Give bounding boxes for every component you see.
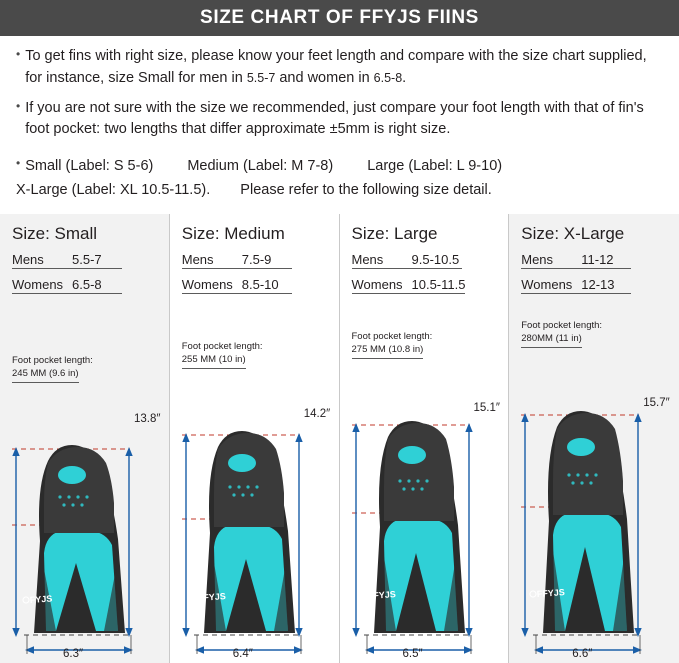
column-medium-womens	[182, 277, 292, 294]
label-row-1	[16, 155, 663, 177]
column-xlarge-pocket	[521, 320, 602, 348]
pocket-label: Foot pocket length:	[351, 331, 433, 342]
svg-text:FFYJS: FFYJS	[366, 589, 396, 601]
pocket-value: 275 MM (10.8 in)	[352, 344, 424, 359]
pocket-label: Foot pocket length:	[521, 320, 603, 331]
column-xlarge-width-dim: 6.6″	[572, 648, 593, 660]
page-header	[0, 0, 679, 36]
column-medium-title: Size: Medium	[181, 224, 285, 243]
fin-small-illustration	[0, 363, 169, 663]
column-xlarge	[509, 214, 679, 663]
label-summary	[0, 151, 679, 202]
mens-value: 11-12	[581, 252, 614, 267]
column-xlarge-head	[509, 214, 679, 301]
note-1-part-1: To get fins with right size, please know your feet length and compare with the size chart supplied, for instance, size Small for men in	[25, 48, 647, 86]
note-1-part-3: and women in	[275, 69, 374, 86]
column-medium-height-dim: 14.2″	[303, 408, 331, 420]
column-medium-head	[170, 214, 339, 301]
mens-label: Mens	[521, 252, 554, 267]
column-large-womens	[352, 277, 466, 294]
mens-value: 7.5-9	[241, 252, 272, 267]
column-large-head	[340, 214, 509, 301]
label-medium: Medium (Label: M 7-8)	[187, 158, 334, 174]
column-small-womens	[12, 277, 122, 294]
pocket-value: 255 MM (10 in)	[182, 354, 246, 369]
column-medium-width-dim: 6.4″	[232, 648, 253, 660]
column-xlarge-title: Size: X-Large	[521, 224, 625, 243]
pocket-value: 280MM (11 in)	[521, 333, 582, 348]
bullet-icon: •	[16, 98, 21, 113]
note-1-mens-range: 5.5-7	[246, 70, 276, 85]
column-xlarge-womens	[521, 277, 631, 294]
note-1-text	[25, 46, 663, 90]
womens-value: 10.5-11.5	[411, 277, 466, 292]
svg-text:FFYJS: FFYJS	[197, 591, 226, 603]
bullet-icon: •	[16, 156, 21, 170]
column-small	[0, 214, 170, 663]
label-small: Small (Label: S 5-6)	[25, 158, 154, 174]
womens-label: Womens	[12, 277, 64, 292]
size-columns	[0, 214, 679, 663]
mens-label: Mens	[12, 252, 44, 267]
bullet-icon: •	[16, 47, 21, 61]
womens-value: 8.5-10	[241, 277, 279, 292]
column-large-height-dim: 15.1″	[473, 402, 500, 414]
note-1-part-5: .	[402, 69, 407, 86]
column-large	[340, 214, 510, 663]
label-xlarge: X-Large (Label: XL 10.5-11.5).	[16, 182, 211, 199]
pocket-label: Foot pocket length:	[12, 355, 93, 366]
page-title: SIZE CHART OF FFYJS FIINS	[200, 7, 479, 28]
note-1-womens-range: 6.5-8	[373, 70, 403, 85]
womens-value: 6.5-8	[72, 277, 102, 292]
womens-label: Womens	[521, 277, 573, 292]
column-xlarge-mens	[521, 252, 631, 269]
svg-text:FFYJS: FFYJS	[536, 587, 566, 599]
pocket-value: 245 MM (9.6 in)	[12, 368, 79, 383]
column-small-width-dim: 6.3″	[63, 648, 84, 660]
refer-text: Please refer to the following size detail.	[240, 182, 492, 199]
column-large-mens	[352, 252, 462, 269]
label-row-2	[16, 179, 663, 201]
womens-label: Womens	[181, 277, 233, 292]
column-large-pocket	[352, 331, 433, 359]
column-large-title: Size: Large	[351, 224, 438, 243]
label-large: Large (Label: L 9-10)	[367, 158, 503, 174]
womens-value: 12-13	[581, 277, 615, 292]
column-medium	[170, 214, 340, 663]
notes-section	[0, 36, 679, 151]
note-2-text: If you are not sure with the size we recommended, just compare your foot length with that of fin's foot pocket: two lengths that differ approximate ±5mm is right size.	[25, 99, 644, 138]
mens-label: Mens	[351, 252, 384, 267]
womens-label: Womens	[351, 277, 403, 292]
mens-label: Mens	[181, 252, 214, 267]
column-small-title: Size: Small	[12, 224, 98, 243]
mens-value: 5.5-7	[72, 252, 102, 267]
column-xlarge-height-dim: 15.7″	[643, 397, 670, 409]
svg-text:FYJS: FYJS	[29, 593, 53, 605]
column-large-width-dim: 6.5″	[402, 648, 423, 660]
column-small-head	[0, 214, 169, 301]
column-small-mens	[12, 252, 122, 269]
note-1	[16, 46, 663, 90]
column-small-height-dim: 13.8″	[134, 413, 161, 425]
column-medium-mens	[182, 252, 292, 269]
pocket-label: Foot pocket length:	[181, 341, 263, 352]
note-2	[16, 98, 663, 142]
mens-value: 9.5-10.5	[411, 252, 460, 267]
